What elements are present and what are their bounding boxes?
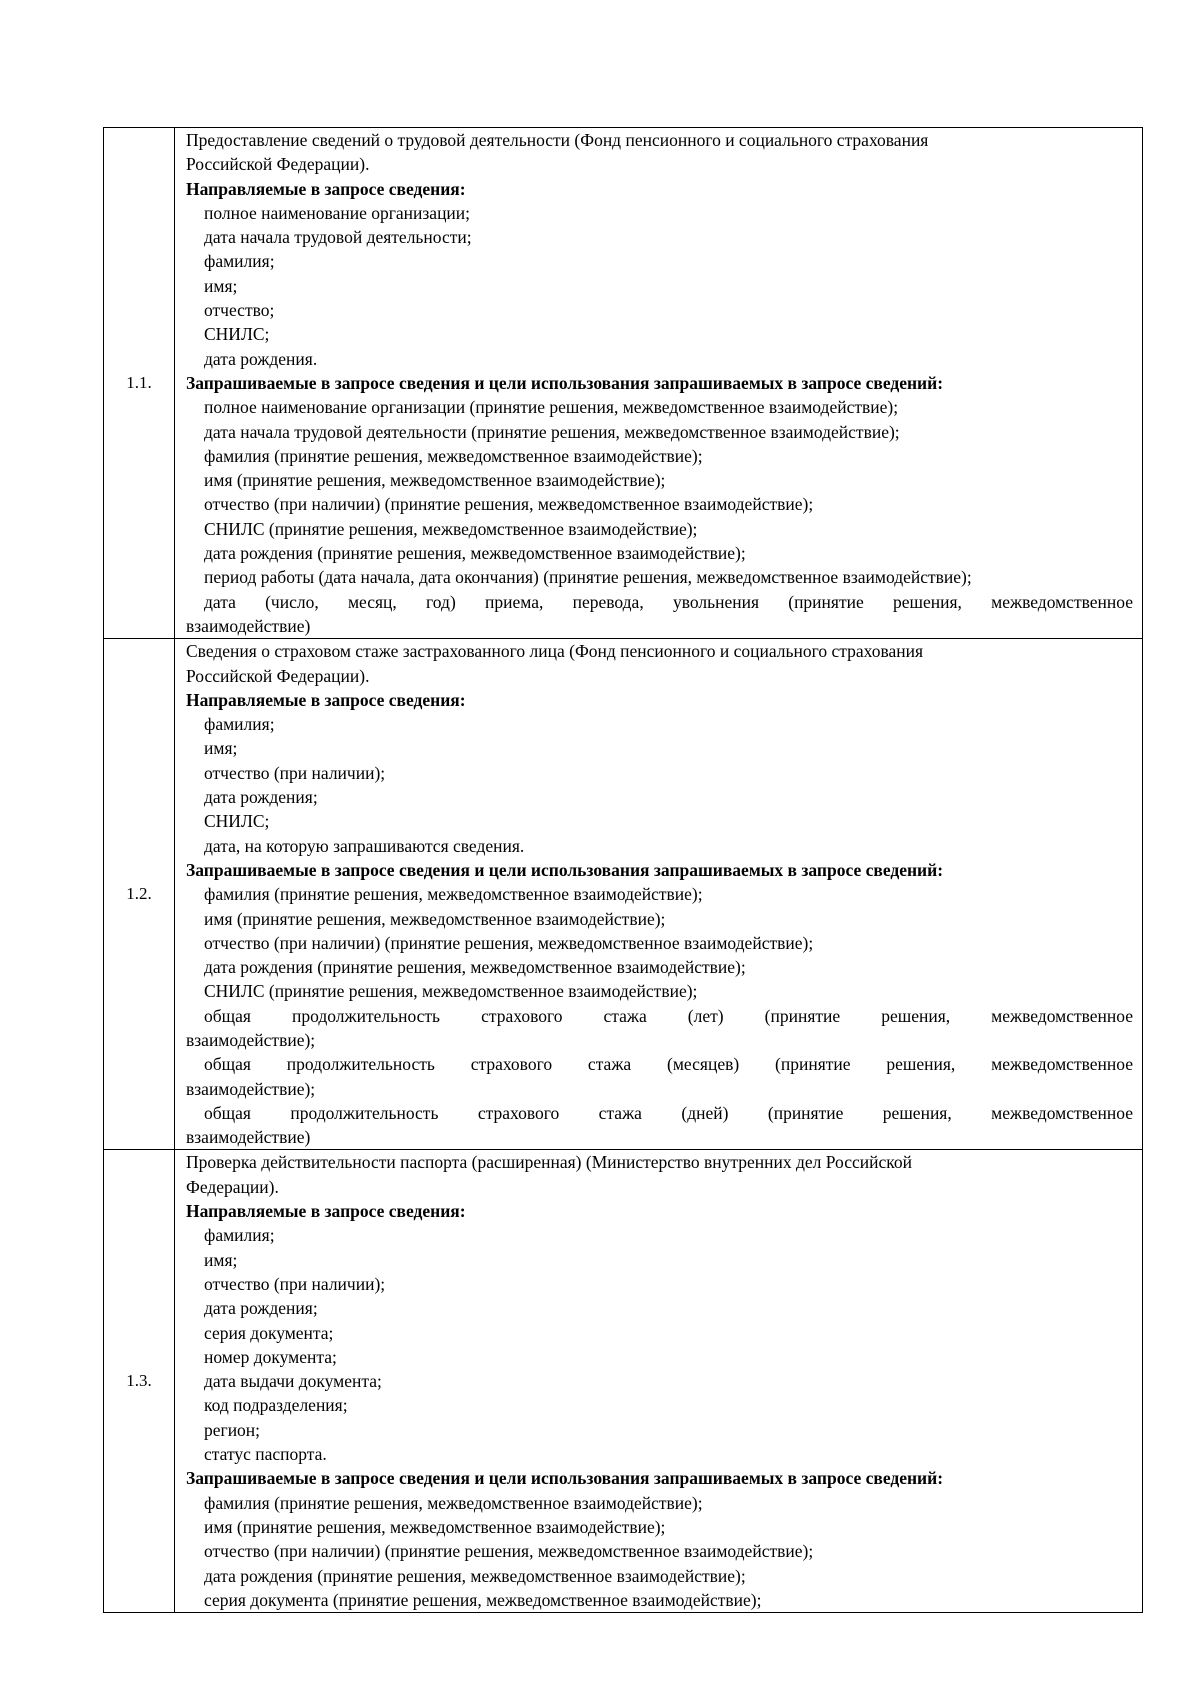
requested-data-heading: Запрашиваемые в запросе сведения и цели использования запрашиваемых в запросе сведений:: [186, 372, 944, 393]
requested-data-item: полное наименование организации (принятие решения, межведомственное взаимодействие);: [204, 397, 899, 418]
row-number: 1.2.: [104, 639, 175, 1150]
requested-data-item: фамилия (принятие решения, межведомственное взаимодействие);: [204, 445, 703, 466]
requests-table: [103, 127, 1143, 1613]
table-body: [104, 128, 1143, 1613]
table-row: [104, 639, 1143, 1150]
row-number: 1.3.: [104, 1150, 175, 1613]
requested-data-item: отчество (при наличии) (принятие решения, межведомственное взаимодействие);: [204, 1541, 814, 1562]
service-title-line: Проверка действительности паспорта (расширенная) (Министерство внутренних дел Российской: [186, 1152, 912, 1173]
sent-data-item: фамилия;: [204, 714, 275, 735]
sent-data-item: дата рождения;: [204, 787, 318, 808]
requested-data-item-continuation: взаимодействие);: [186, 1029, 316, 1050]
sent-data-item: фамилия;: [204, 1225, 275, 1246]
requested-data-item-continuation: взаимодействие): [186, 615, 311, 636]
row-number: 1.1.: [104, 128, 175, 639]
sent-data-item: имя;: [204, 275, 238, 296]
requested-data-item: общая продолжительность страхового стажа (месяцев) (принятие решения, межведомственное: [204, 1054, 1133, 1075]
requested-data-item: общая продолжительность страхового стажа (дней) (принятие решения, межведомственное: [204, 1102, 1133, 1123]
sent-data-item: код подразделения;: [204, 1395, 348, 1416]
requested-data-item: имя (принятие решения, межведомственное взаимодействие);: [204, 470, 666, 491]
sent-data-item: имя;: [204, 1249, 238, 1270]
sent-data-item: серия документа;: [204, 1322, 334, 1343]
service-title-line: Российской Федерации).: [186, 665, 370, 686]
requested-data-item: СНИЛС (принятие решения, межведомственное взаимодействие);: [204, 518, 698, 539]
sent-data-item: дата рождения;: [204, 1298, 318, 1319]
row-content: [175, 1150, 1143, 1613]
sent-data-heading: Направляемые в запросе сведения:: [186, 689, 466, 710]
requested-data-item: дата рождения (принятие решения, межведомственное взаимодействие);: [204, 957, 746, 978]
sent-data-item: отчество (при наличии);: [204, 1273, 386, 1294]
requested-data-item-continuation: взаимодействие);: [186, 1078, 316, 1099]
requested-data-item: СНИЛС (принятие решения, межведомственное взаимодействие);: [204, 981, 698, 1002]
requested-data-item: общая продолжительность страхового стажа (лет) (принятие решения, межведомственное: [204, 1005, 1133, 1026]
requested-data-heading: Запрашиваемые в запросе сведения и цели использования запрашиваемых в запросе сведений:: [186, 1468, 944, 1489]
sent-data-item: фамилия;: [204, 251, 275, 272]
service-title-line: Сведения о страховом стаже застрахованного лица (Фонд пенсионного и социального страхования: [186, 641, 924, 662]
row-content: [175, 639, 1143, 1150]
sent-data-item: дата выдачи документа;: [204, 1371, 382, 1392]
requested-data-item: имя (принятие решения, межведомственное взаимодействие);: [204, 908, 666, 929]
requested-data-item-continuation: взаимодействие): [186, 1127, 311, 1148]
sent-data-item: СНИЛС;: [204, 811, 270, 832]
sent-data-item: полное наименование организации;: [204, 202, 471, 223]
requested-data-item: период работы (дата начала, дата окончания) (принятие решения, межведомственное взаимодействие);: [204, 567, 972, 588]
requested-data-item: фамилия (принятие решения, межведомственное взаимодействие);: [204, 884, 703, 905]
sent-data-item: регион;: [204, 1419, 261, 1440]
row-content: [175, 128, 1143, 639]
sent-data-heading: Направляемые в запросе сведения:: [186, 1201, 466, 1222]
sent-data-item: номер документа;: [204, 1346, 337, 1367]
requested-data-heading: Запрашиваемые в запросе сведения и цели использования запрашиваемых в запросе сведений:: [186, 859, 944, 880]
sent-data-item: дата начала трудовой деятельности;: [204, 227, 472, 248]
requested-data-item: имя (принятие решения, межведомственное взаимодействие);: [204, 1516, 666, 1537]
service-title-line: Российской Федерации).: [186, 154, 370, 175]
service-title-line: Федерации).: [186, 1176, 279, 1197]
requested-data-item: дата рождения (принятие решения, межведомственное взаимодействие);: [204, 1565, 746, 1586]
sent-data-item: статус паспорта.: [204, 1444, 327, 1465]
requested-data-item: дата (число, месяц, год) приема, перевода, увольнения (принятие решения, межведомственное: [204, 591, 1133, 612]
table-row: [104, 128, 1143, 639]
service-title-line: Предоставление сведений о трудовой деятельности (Фонд пенсионного и социального страхования: [186, 130, 929, 150]
sent-data-item: дата, на которую запрашиваются сведения.: [204, 835, 525, 856]
table-row: [104, 1150, 1143, 1613]
requested-data-item: дата начала трудовой деятельности (принятие решения, межведомственное взаимодействие);: [204, 421, 900, 442]
sent-data-heading: Направляемые в запросе сведения:: [186, 178, 466, 199]
sent-data-item: отчество;: [204, 300, 275, 321]
requested-data-item: отчество (при наличии) (принятие решения, межведомственное взаимодействие);: [204, 494, 814, 515]
requested-data-item: серия документа (принятие решения, межведомственное взаимодействие);: [204, 1589, 762, 1610]
requested-data-item: фамилия (принятие решения, межведомственное взаимодействие);: [204, 1492, 703, 1513]
sent-data-item: отчество (при наличии);: [204, 762, 386, 783]
sent-data-item: дата рождения.: [204, 348, 318, 369]
requested-data-item: отчество (при наличии) (принятие решения, межведомственное взаимодействие);: [204, 932, 814, 953]
requested-data-item: дата рождения (принятие решения, межведомственное взаимодействие);: [204, 543, 746, 564]
sent-data-item: СНИЛС;: [204, 324, 270, 345]
sent-data-item: имя;: [204, 738, 238, 759]
